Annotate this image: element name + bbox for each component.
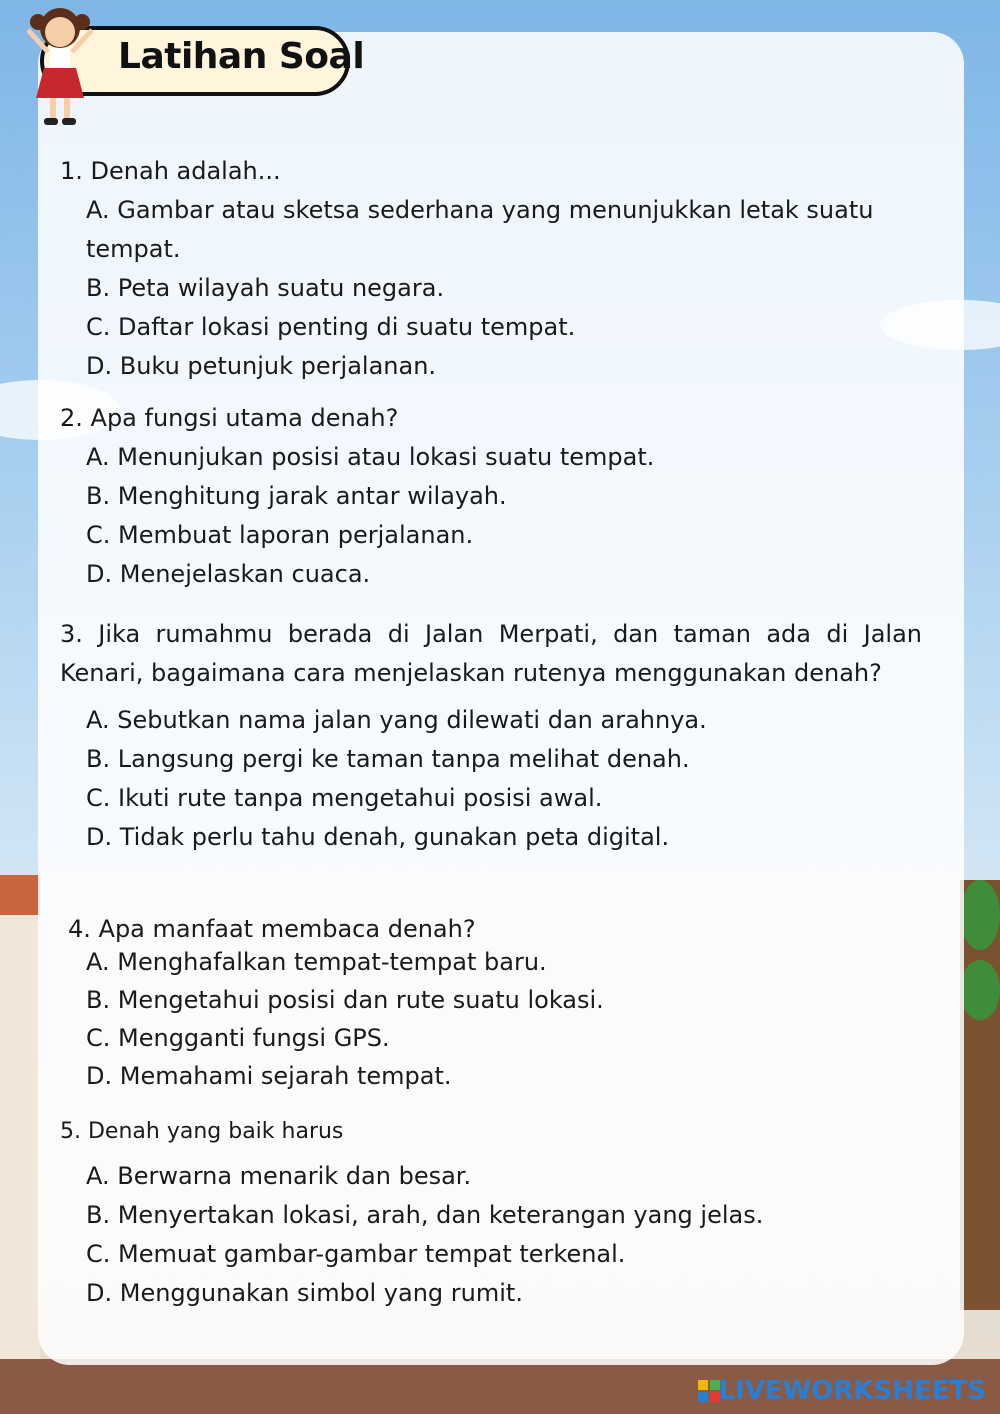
question-stem: 2. Apa fungsi utama denah? [60,404,399,432]
tree-leaves [960,960,1000,1020]
option-c[interactable]: C. Ikuti rute tanpa mengetahui posisi awal. [86,784,603,812]
building [0,915,40,1365]
option-b[interactable]: B. Mengetahui posisi dan rute suatu lokasi. [86,986,604,1014]
option-c[interactable]: C. Membuat laporan perjalanan. [86,521,474,549]
student-girl-icon [18,0,108,130]
building-roof [0,875,40,915]
question-stem: 3. Jika rumahmu berada di Jalan Merpati, dan taman ada di Jalan Kenari, bagaimana cara menjelaskan rutenya menggunakan denah? [60,620,922,687]
option-a[interactable]: A. Sebutkan nama jalan yang dilewati dan arahnya. [86,706,707,734]
question-2 [60,399,940,594]
question-stem: 4. Apa manfaat membaca denah? [68,915,476,943]
option-a[interactable]: A. Menunjukan posisi atau lokasi suatu tempat. [86,443,655,471]
question-stem: 1. Denah adalah... [60,157,281,185]
option-b[interactable]: B. Langsung pergi ke taman tanpa melihat denah. [86,745,690,773]
option-b[interactable]: B. Menghitung jarak antar wilayah. [86,482,507,510]
question-1 [60,152,940,386]
option-d[interactable]: D. Menggunakan simbol yang rumit. [86,1279,523,1307]
option-c[interactable]: C. Memuat gambar-gambar tempat terkenal. [86,1240,626,1268]
tree-leaves [960,880,1000,950]
question-3 [60,615,940,857]
option-d[interactable]: D. Memahami sejarah tempat. [86,1062,452,1090]
brand-watermark[interactable]: LIVEWORKSHEETS [718,1376,986,1406]
option-d[interactable]: D. Tidak perlu tahu denah, gunakan peta digital. [86,823,670,851]
option-a[interactable]: A. Gambar atau sketsa sederhana yang menunjukkan letak suatu tempat. [86,196,874,263]
option-d[interactable]: D. Buku petunjuk perjalanan. [86,352,437,380]
page-title: Latihan Soal [118,36,365,77]
option-c[interactable]: C. Mengganti fungsi GPS. [86,1024,390,1052]
option-c[interactable]: C. Daftar lokasi penting di suatu tempat. [86,313,576,341]
question-4 [60,911,940,1095]
option-b[interactable]: B. Peta wilayah suatu negara. [86,274,445,302]
option-a[interactable]: A. Berwarna menarik dan besar. [86,1162,472,1190]
question-stem: 5. Denah yang baik harus [60,1119,344,1144]
question-5 [60,1112,940,1313]
liveworksheets-logo-icon [698,1380,720,1402]
option-b[interactable]: B. Menyertakan lokasi, arah, dan keterangan yang jelas. [86,1201,764,1229]
option-a[interactable]: A. Menghafalkan tempat-tempat baru. [86,948,547,976]
option-d[interactable]: D. Menejelaskan cuaca. [86,560,371,588]
